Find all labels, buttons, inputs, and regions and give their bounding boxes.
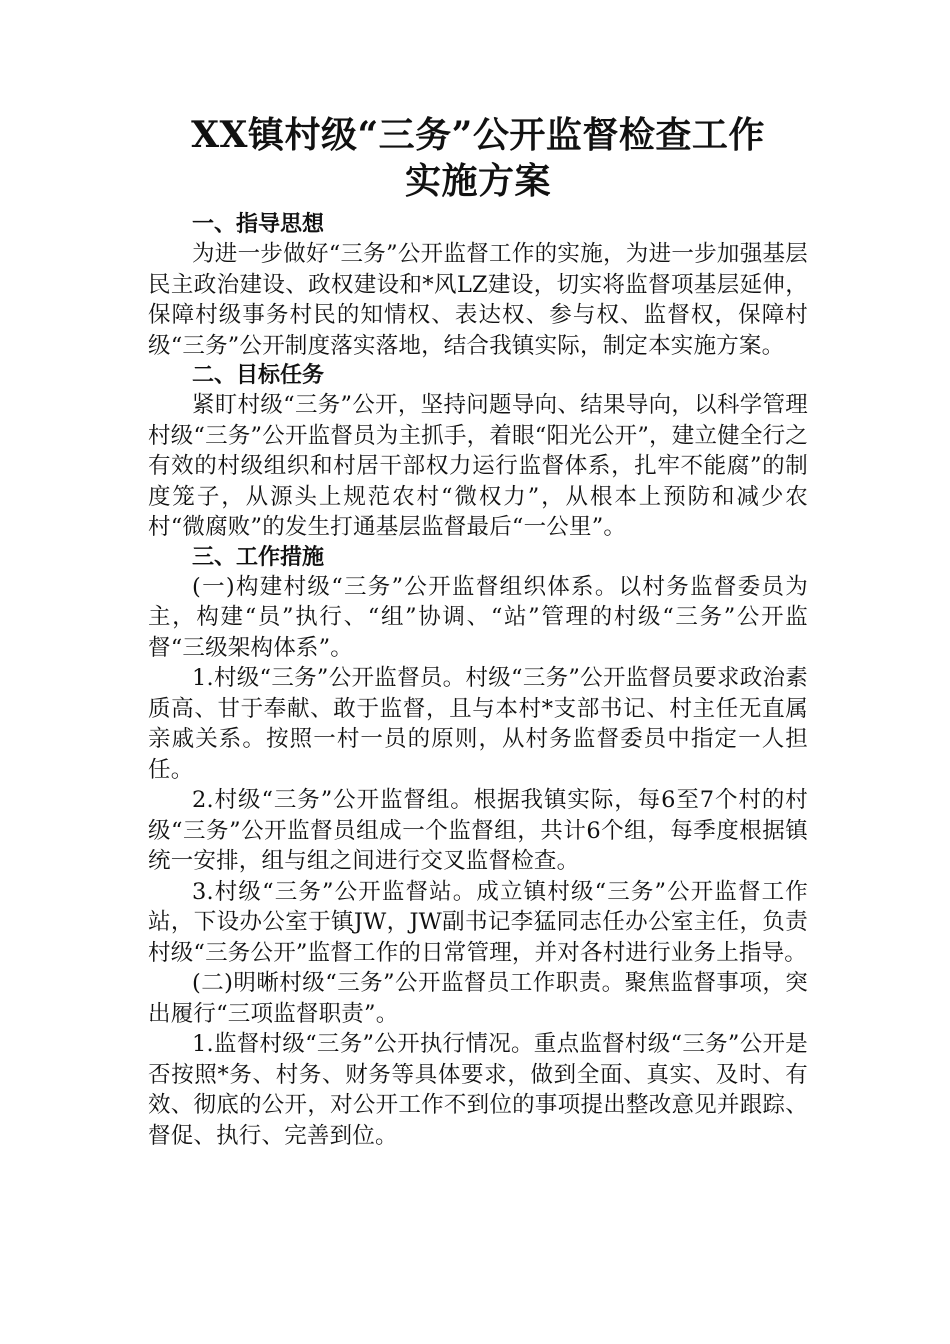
section-heading-1: 一、指导思想 [192,212,325,237]
document-body [148,210,808,1151]
section-heading-2: 二、目标任务 [192,363,325,388]
document-page [148,112,808,1151]
title-line-2: 实施方案 [404,160,551,202]
paragraph: 1.监督村级“三务”公开执行情况。重点监督村级“三务”公开是否按照*务、村务、财务等具体要求，做到全面、真实、及时、有效、彻底的公开，对公开工作不到位的事项提出整改意见并跟踪、督促、执行、完善到位。 [148,1031,808,1149]
paragraph: 3.村级“三务”公开监督站。成立镇村级“三务”公开监督工作站，下设办公室于镇JW，JW副书记李猛同志任办公室主任，负责村级“三务公开”监督工作的日常管理，并对各村进行业务上指导。 [148,878,808,966]
paragraph: 为进一步做好“三务”公开监督工作的实施，为进一步加强基层民主政治建设、政权建设和*风LZ建设，切实将监督项基层延伸，保障村级事务村民的知情权、表达权、参与权、监督权，保障村级“三务”公开制度落实落地，结合我镇实际，制定本实施方案。 [148,241,808,359]
title-line-1: XX镇村级“三务”公开监督检查工作 [191,114,765,156]
section-heading-3: 三、工作措施 [192,544,325,570]
paragraph: 2.村级“三务”公开监督组。根据我镇实际，每6至7个村的村级“三务”公开监督员组成一个监督组，共计6个组，每季度根据镇统一安排，组与组之间进行交叉监督检查。 [148,787,808,874]
paragraph: 紧盯村级“三务”公开，坚持问题导向、结果导向，以科学管理村级“三务”公开监督员为主抓手，着眼“阳光公开”，建立健全行之有效的村级组织和村居干部权力运行监督体系，扎牢不能腐”的制度笼子，从源头上规范农村“微权力”，从根本上预防和减少农村“微腐败”的发生打通基层监督最后“一公里”。 [148,392,808,540]
paragraph: 1.村级“三务”公开监督员。村级“三务”公开监督员要求政治素质高、甘于奉献、敢于监督，且与本村*支部书记、村主任无直属亲戚关系。按照一村一员的原则，从村务监督委员中指定一人担任。 [148,665,808,783]
paragraph: (一)构建村级“三务”公开监督组织体系。以村务监督委员为主，构建“员”执行、“组”协调、“站”管理的村级“三务”公开监督“三级架构体系”。 [148,573,808,661]
document-title [148,112,808,204]
paragraph: (二)明晰村级“三务”公开监督员工作职责。聚焦监督事项，突出履行“三项监督职责”。 [148,970,808,1027]
